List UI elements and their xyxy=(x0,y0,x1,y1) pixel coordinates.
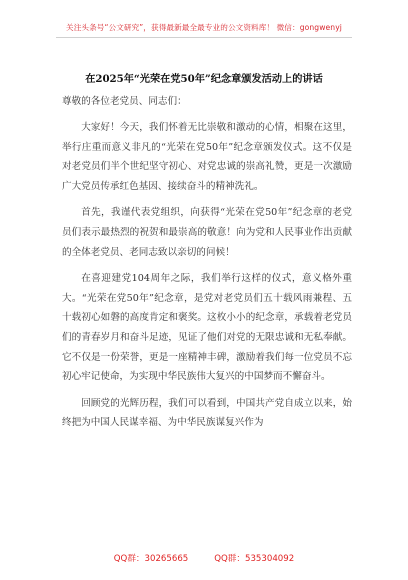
footer-qq-group-2: QQ群：535304092 xyxy=(214,554,295,564)
document-body xyxy=(62,118,352,440)
paragraph-significance: 在喜迎建党104周年之际，我们举行这样的仪式，意义格外重大。“光荣在党50年”纪念章，是党对老党员们五十载风雨兼程、五十载初心如磐的高度肯定和褒奖。这枚小小的纪念章，承载着老党员们的青春岁月和奋斗足迹，见证了他们对党的无限忠诚和无私奉献。它不仅是一份荣誉，更是一座精神丰碑，激励着我们每一位党员不忘初心牢记使命，为实现中华民族伟大复兴的中国梦而不懈奋斗。 xyxy=(62,273,352,383)
footer-qq-group-1: QQ群：30265665 xyxy=(113,554,189,564)
document-title: 在2025年“光荣在党50年”纪念章颁发活动上的讲话 xyxy=(85,73,323,85)
header-promo-banner: 关注头条号“公文研究”，获得最新最全最专业的公文资料库！ 微信：gongwenyj xyxy=(66,23,342,32)
paragraph-history: 回顾党的光辉历程，我们可以看到，中国共产党自成立以来，始终把为中国人民谋幸福、为中华民族谋复兴作为 xyxy=(62,397,352,429)
paragraph-opening: 大家好！今天，我们怀着无比崇敬和激动的心情，相聚在这里，举行庄重而意义非凡的“光荣在党50年”纪念章颁发仪式。这不仅是对老党员们半个世纪坚守初心、对党忠诚的崇高礼赞，更是一次激励广大党员传承红色基因、接续奋斗的精神洗礼。 xyxy=(62,122,352,192)
paragraph-greetings: 首先，我谨代表党组织，向获得“光荣在党50年”纪念章的老党员们表示最热烈的祝贺和最崇高的敬意！向为党和人民事业作出贡献的全体老党员、老同志致以亲切的问候！ xyxy=(62,207,352,258)
document-salutation: 尊敬的各位老党员、同志们： xyxy=(62,96,187,107)
footer-contact xyxy=(0,552,408,564)
header-divider xyxy=(56,37,352,38)
